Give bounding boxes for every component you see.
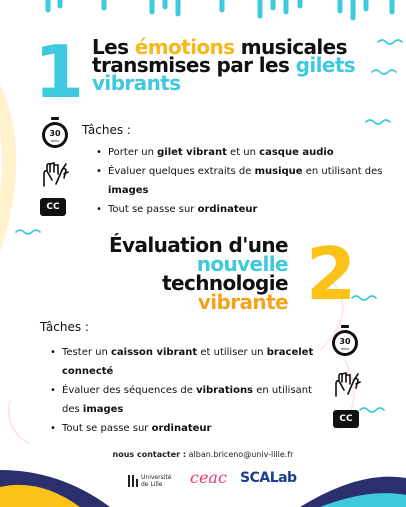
tasks-heading: Tâches : (82, 123, 131, 137)
contact-line (0, 450, 406, 459)
closed-captions-icon: CC (333, 410, 359, 428)
svg-text:mins: mins (340, 347, 350, 351)
list-item: • Évaluer des séquences de vibrations en utilisant des images (50, 381, 332, 419)
scalab-logo: SCALab (240, 470, 297, 486)
timer-icon (40, 117, 70, 149)
sign-language-icon (40, 160, 70, 188)
section-number-2: 2 (306, 232, 357, 316)
timer-icon (330, 325, 360, 357)
list-item: • Porter un gilet vibrant et un casque audio (96, 143, 386, 162)
svg-text:30: 30 (339, 337, 351, 346)
sign-language-icon (332, 370, 362, 398)
section-1-task-list (96, 143, 386, 219)
universite-de-lille-logo: Université de Lille (128, 474, 171, 488)
svg-text:30: 30 (49, 129, 61, 138)
top-soundwave-decoration (48, 0, 392, 18)
section-number-1: 1 (34, 30, 85, 114)
list-item: • Tout se passe sur ordinateur (50, 419, 332, 438)
svg-text:mins: mins (50, 139, 60, 143)
tasks-heading: Tâches : (40, 320, 89, 334)
contact-email[interactable]: alban.briceno@univ-lille.fr (188, 450, 294, 459)
list-item: • Évaluer quelques extraits de musique en utilisant des images (96, 162, 386, 200)
list-item: • Tester un caisson vibrant et utiliser un bracelet connecté (50, 343, 332, 381)
ceac-logo: ceac (190, 468, 227, 487)
closed-captions-icon: CC (40, 198, 66, 216)
list-item: • Tout se passe sur ordinateur (96, 200, 386, 219)
section-1-title: Les émotions musicales transmises par les gilets vibrants (92, 35, 356, 95)
section-2-title: Évaluation d'une nouvelle technologie vibrante (108, 233, 288, 314)
universite-lille-mark-icon (128, 475, 138, 487)
section-2-task-list (50, 343, 332, 438)
contact-label: nous contacter : (112, 450, 187, 459)
